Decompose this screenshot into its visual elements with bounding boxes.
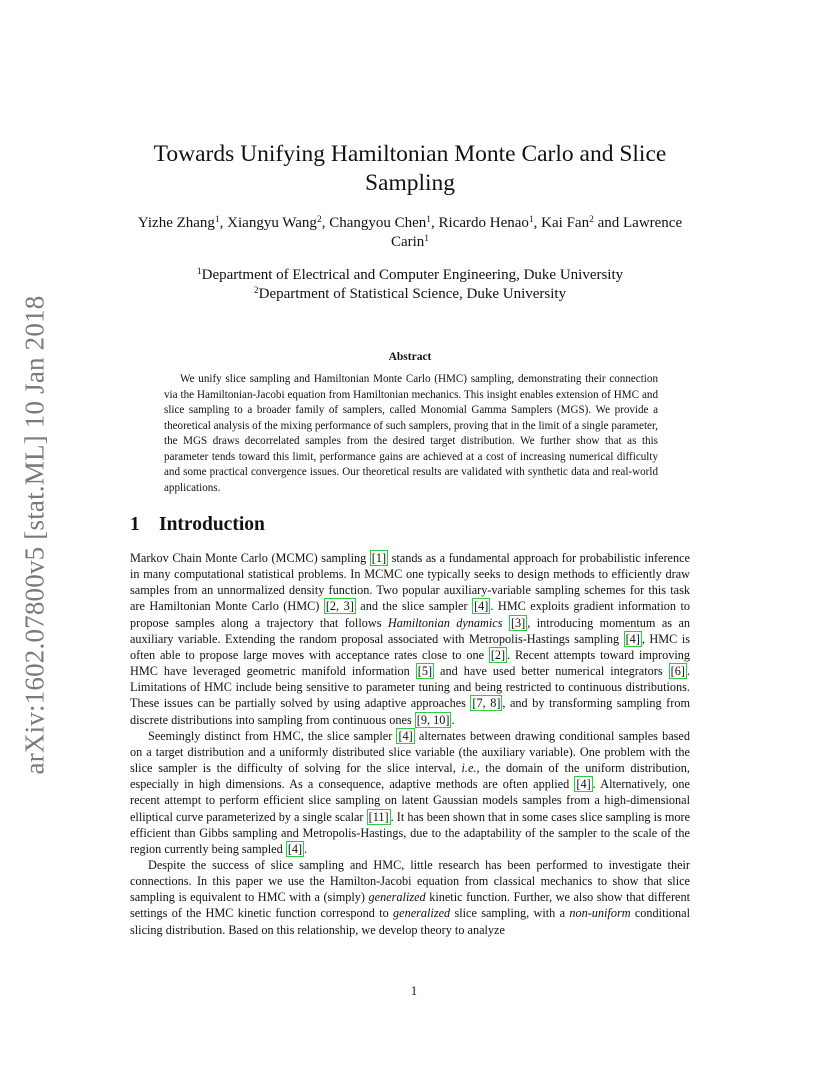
paragraph [130, 550, 690, 728]
body-text: . HMC exploits gradient information to propose samples along a trajectory that follows [130, 599, 690, 630]
introduction-body [130, 550, 690, 938]
author-name: Xiangyu Wang [227, 215, 317, 231]
body-text: . Alternatively, one recent attempt to perform efficient slice sampling on latent Gaussian models samples from a high-dimensional elliptical curve parameterized by a single scalar [130, 777, 690, 824]
abstract-heading: Abstract [388, 351, 432, 363]
body-text: slice sampling, with a [450, 906, 570, 921]
affiliation-text: Department of Statistical Science, Duke University [258, 286, 567, 302]
author-name: Ricardo Henao [438, 215, 529, 231]
author-name: Kai Fan [541, 215, 590, 231]
citation-link[interactable]: [5] [417, 664, 433, 679]
citation-link[interactable]: [7, 8] [472, 696, 501, 711]
body-text: stands as a fundamental approach for probabilistic inference in many computational statistical problems. In MCMC one typically seeks to design methods to efficiently draw samples from an unnormalized density function. Two popular auxiliary-variable sampling schemes for this task are Hamiltonian Monte Carlo (HMC) [130, 551, 690, 614]
author-separator: and [593, 215, 623, 231]
affiliation-mark: 1 [214, 215, 220, 225]
citation-link[interactable]: [2] [490, 647, 506, 662]
arxiv-stamp-text: arXiv:1602.07800v5 [stat.ML] 10 Jan 2018 [19, 295, 50, 775]
section-number: 1 [130, 514, 140, 535]
citation-link[interactable]: [1] [371, 551, 387, 565]
affiliation-line [130, 285, 690, 304]
emphasis-text: generalized [368, 890, 426, 905]
page-number: 1 [410, 984, 418, 998]
affiliation-mark: 1 [528, 215, 534, 225]
body-text: . Limitations of HMC include being sensitive to parameter tuning and being restricted to continuous distributions. These issues can be partially solved by using adaptive approaches [130, 664, 690, 711]
body-text: kinetic function. Further, we also show that different settings of the HMC kinetic function correspond to [130, 890, 690, 921]
section-heading [130, 514, 265, 536]
paragraph [130, 728, 690, 857]
emphasis-text: generalized [393, 906, 451, 921]
citation-link[interactable]: [4] [625, 631, 640, 646]
citation-link[interactable]: [3] [510, 615, 526, 630]
affiliation-mark: 2 [253, 286, 259, 296]
affiliation-mark: 2 [316, 215, 322, 225]
citation-link[interactable]: [4] [287, 841, 303, 856]
body-text: . [304, 841, 308, 856]
body-text: . Recent attempts toward improving HMC have leveraged geometric manifold information [130, 647, 690, 679]
body-text: , introducing momentum as an auxiliary variable. Extending the random proposal associated with Metropolis-Hastings sampling [130, 615, 691, 646]
author-separator: , [321, 215, 330, 231]
body-text: , HMC is often able to propose large moves with acceptance rates close to one [130, 631, 690, 662]
section-title: Introduction [159, 514, 265, 535]
affiliation-text: Department of Electrical and Computer Engineering, Duke University [201, 267, 624, 283]
body-text: , and by transforming sampling from discrete distributions into sampling from continuous ones [130, 696, 690, 727]
body-text: Markov Chain Monte Carlo (MCMC) sampling [130, 551, 370, 565]
body-text: and have used better numerical integrators [434, 664, 669, 679]
affiliation-list [130, 266, 690, 304]
paper-title: Towards Unifying Hamiltonian Monte Carlo and Slice Sampling [153, 141, 667, 196]
citation-link[interactable]: [9, 10] [416, 712, 450, 727]
body-text: Despite the success of slice sampling and HMC, little research has been performed to investigate their connections. In this paper we use the Hamilton-Jacobi equation from classical mechanics to show that slice sampling is equivalent to HMC with a (simply) [130, 857, 690, 905]
citation-link[interactable]: [11] [368, 809, 389, 824]
affiliation-mark: 2 [589, 215, 594, 225]
body-text: Seemingly distinct from HMC, the slice sampler [148, 728, 397, 743]
arxiv-stamp [20, 290, 50, 780]
affiliation-mark: 1 [424, 234, 430, 244]
abstract-text: We unify slice sampling and Hamiltonian Monte Carlo (HMC) sampling, demonstrating their connection via the Hamiltonian-Jacobi equation from Hamiltonian mechanics. This insight enables extension of HMC and slice sampling to a broader family of samplers, called Monomial Gamma Samplers (MGS). We provide a theoretical analysis of the mixing performance of such samplers, proving that in the limit of a single parameter, the MGS draws decorrelated samples from the desired target distribution. We further show that as this parameter tends toward this limit, performance gains are achieved at a cost of increasing numerical difficulty and some practical convergence issues. Our theoretical results are validated with synthetic data and real-world applications. [164, 373, 658, 494]
citation-link[interactable]: [4] [576, 777, 591, 792]
author-name: Changyou Chen [329, 215, 427, 231]
emphasis-text: Hamiltonian dynamics [387, 615, 503, 630]
body-text: . It has been shown that in some cases slice sampling is more efficient than Gibbs sampling and Metropolis-Hastings, due to the adaptability of the sampler to the scale of the region currently being sampled [130, 809, 691, 856]
affiliation-mark: 1 [196, 267, 202, 277]
author-list [130, 214, 690, 252]
body-text: conditional slicing distribution. Based on this relationship, we develop theory to analyze [130, 906, 690, 937]
affiliation-mark: 1 [426, 215, 432, 225]
citation-link[interactable]: [4] [398, 728, 413, 743]
author-separator: , [533, 215, 542, 231]
author-name: Lawrence Carin [390, 215, 683, 250]
emphasis-text: i.e. [461, 761, 477, 776]
paragraph [130, 857, 690, 938]
body-text: and the slice sampler [355, 599, 473, 614]
author-separator: , [431, 215, 439, 231]
author-separator: , [219, 215, 228, 231]
emphasis-text: non-uniform [569, 906, 631, 921]
body-text: , the domain of the uniform distribution, especially in high dimensions. As a consequence, adaptive methods are often applied [130, 761, 690, 792]
body-text: . [451, 712, 455, 727]
affiliation-line [130, 266, 690, 285]
citation-link[interactable]: [4] [474, 599, 489, 614]
body-text [503, 616, 509, 630]
citation-link[interactable]: [2, 3] [325, 599, 354, 614]
author-name: Yizhe Zhang [137, 215, 215, 231]
body-text: alternates between drawing conditional samples based on a target distribution and a uniformly distributed slice variable (the auxiliary variable). One problem with the slice sampler is the difficulty of solving for the slice interval, [130, 728, 690, 776]
citation-link[interactable]: [6] [670, 664, 685, 679]
